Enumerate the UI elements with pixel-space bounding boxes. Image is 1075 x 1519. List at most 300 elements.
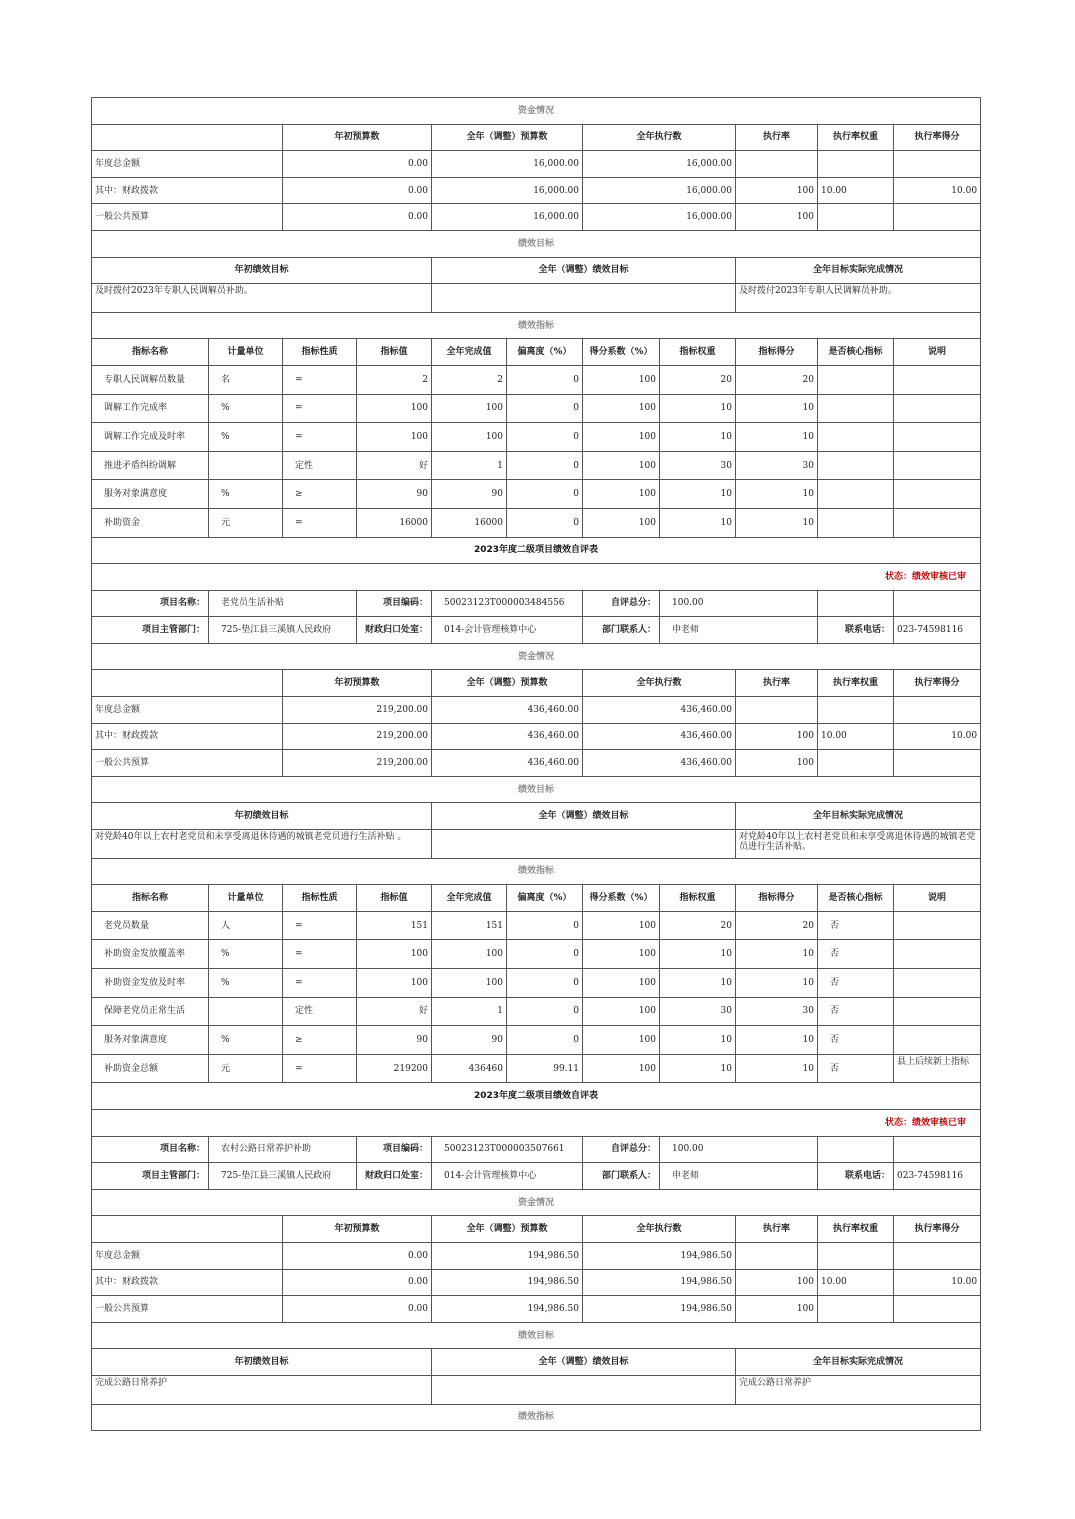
form-title-row — [92, 1083, 981, 1110]
goal-section-title: 绩效目标 — [92, 776, 981, 803]
remark — [894, 480, 981, 509]
remark — [894, 997, 981, 1026]
execution-rate: 100 — [736, 1296, 818, 1323]
indicator-row — [92, 451, 981, 480]
remark — [894, 911, 981, 940]
execution-rate: 100 — [736, 723, 818, 750]
fund-row — [92, 1296, 981, 1323]
weight: 20 — [660, 911, 736, 940]
nature: = — [283, 911, 357, 940]
goal-row — [92, 1375, 981, 1404]
blank — [818, 590, 894, 617]
blank — [894, 1136, 981, 1163]
indicator-col-header: 计量单位 — [209, 339, 283, 366]
indicator-name: 推进矛盾纠纷调解 — [92, 451, 209, 480]
executed-amount: 194,986.50 — [583, 1296, 736, 1323]
indicator-section-title: 绩效指标 — [92, 1404, 981, 1431]
weight: 10 — [660, 940, 736, 969]
adjusted-budget: 436,460.00 — [432, 750, 583, 777]
project-code-label: 项目编码： — [357, 1136, 432, 1163]
execution-weight: 10.00 — [818, 177, 894, 204]
goal-col-header: 全年（调整）绩效目标 — [432, 1349, 736, 1376]
executed-amount: 16,000.00 — [583, 151, 736, 178]
target-value: 16000 — [357, 508, 432, 537]
weight: 10 — [660, 1026, 736, 1055]
deviation: 0 — [507, 365, 583, 394]
execution-score — [894, 1296, 981, 1323]
indicator-score: 10 — [736, 394, 818, 423]
weight: 10 — [660, 480, 736, 509]
goal-row — [92, 284, 981, 313]
nature: 定性 — [283, 451, 357, 480]
adjusted-budget: 16,000.00 — [432, 177, 583, 204]
deviation: 0 — [507, 451, 583, 480]
unit: % — [209, 940, 283, 969]
indicator-score: 10 — [736, 969, 818, 998]
goal-section-title-row — [92, 230, 981, 257]
fund-col-header: 全年（调整）预算数 — [432, 670, 583, 697]
is-core — [818, 423, 894, 452]
goal-col-header: 全年（调整）绩效目标 — [432, 803, 736, 830]
completed-value: 16000 — [432, 508, 507, 537]
unit: 元 — [209, 1054, 283, 1083]
fund-col-header: 执行率 — [736, 670, 818, 697]
fund-header-blank — [92, 670, 283, 697]
indicator-section-title-row — [92, 858, 981, 885]
remark — [894, 1026, 981, 1055]
indicator-col-header: 指标得分 — [736, 339, 818, 366]
nature: ≥ — [283, 480, 357, 509]
target-value: 100 — [357, 423, 432, 452]
execution-rate — [736, 151, 818, 178]
indicator-col-header: 指标性质 — [283, 885, 357, 912]
nature: = — [283, 969, 357, 998]
deviation: 0 — [507, 997, 583, 1026]
indicator-score: 10 — [736, 423, 818, 452]
indicator-score: 20 — [736, 365, 818, 394]
fund-section-title-row — [92, 98, 981, 125]
goal-col-header: 年初绩效目标 — [92, 1349, 432, 1376]
weight: 20 — [660, 365, 736, 394]
fund-row — [92, 1269, 981, 1296]
initial-goal: 对党龄40年以上农村老党员和未享受离退休待遇的城镇老党员进行生活补贴 。 — [92, 830, 432, 859]
score-coefficient: 100 — [583, 969, 660, 998]
status-row — [92, 1109, 981, 1136]
execution-score: 10.00 — [894, 723, 981, 750]
indicator-row — [92, 997, 981, 1026]
fund-header-blank — [92, 1216, 283, 1243]
indicator-name: 服务对象满意度 — [92, 1026, 209, 1055]
fund-row — [92, 177, 981, 204]
indicator-section-title-row — [92, 312, 981, 339]
completed-value: 151 — [432, 911, 507, 940]
initial-budget: 0.00 — [283, 1269, 432, 1296]
initial-budget: 219,200.00 — [283, 723, 432, 750]
indicator-row — [92, 940, 981, 969]
fund-col-header: 执行率权重 — [818, 1216, 894, 1243]
target-value: 好 — [357, 997, 432, 1026]
indicator-col-header: 全年完成值 — [432, 885, 507, 912]
indicator-row — [92, 969, 981, 998]
unit: % — [209, 480, 283, 509]
unit: 元 — [209, 508, 283, 537]
indicator-header-row — [92, 339, 981, 366]
actual-completion: 对党龄40年以上农村老党员和未享受离退休待遇的城镇老党员进行生活补贴。 — [736, 830, 981, 859]
fund-section-title: 资金情况 — [92, 98, 981, 125]
is-core: 否 — [818, 940, 894, 969]
completed-value: 436460 — [432, 1054, 507, 1083]
adjusted-budget: 16,000.00 — [432, 151, 583, 178]
unit: 人 — [209, 911, 283, 940]
goal-col-header: 年初绩效目标 — [92, 257, 432, 284]
goal-col-header: 全年目标实际完成情况 — [736, 803, 981, 830]
indicator-name: 保障老党员正常生活 — [92, 997, 209, 1026]
indicator-name: 调解工作完成率 — [92, 394, 209, 423]
project-name-label: 项目名称： — [92, 1136, 209, 1163]
adjusted-goal — [432, 1375, 736, 1404]
is-core: 否 — [818, 1026, 894, 1055]
initial-goal: 完成公路日常养护 — [92, 1375, 432, 1404]
contact-person: 申老师 — [660, 617, 818, 644]
indicator-row — [92, 1054, 981, 1083]
execution-rate: 100 — [736, 1269, 818, 1296]
fund-col-header: 年初预算数 — [283, 1216, 432, 1243]
fund-row — [92, 723, 981, 750]
fund-header-row — [92, 1216, 981, 1243]
goal-col-header: 全年目标实际完成情况 — [736, 1349, 981, 1376]
indicator-row — [92, 508, 981, 537]
fund-row-label: 年度总金额 — [92, 697, 283, 724]
target-value: 100 — [357, 969, 432, 998]
indicator-row — [92, 394, 981, 423]
indicator-col-header: 指标名称 — [92, 339, 209, 366]
fund-row — [92, 750, 981, 777]
score-coefficient: 100 — [583, 423, 660, 452]
fund-col-header: 执行率得分 — [894, 670, 981, 697]
indicator-col-header: 说明 — [894, 885, 981, 912]
indicator-header-row — [92, 885, 981, 912]
fund-col-header: 年初预算数 — [283, 124, 432, 151]
execution-weight — [818, 750, 894, 777]
goal-col-header: 全年目标实际完成情况 — [736, 257, 981, 284]
initial-budget: 0.00 — [283, 1242, 432, 1269]
indicator-name: 专职人民调解员数量 — [92, 365, 209, 394]
target-value: 100 — [357, 394, 432, 423]
completed-value: 100 — [432, 969, 507, 998]
indicator-col-header: 指标得分 — [736, 885, 818, 912]
goal-col-header: 年初绩效目标 — [92, 803, 432, 830]
nature: = — [283, 423, 357, 452]
score-coefficient: 100 — [583, 1026, 660, 1055]
adjusted-goal — [432, 284, 736, 313]
indicator-row — [92, 480, 981, 509]
score-coefficient: 100 — [583, 508, 660, 537]
adjusted-budget: 194,986.50 — [432, 1296, 583, 1323]
indicator-score: 10 — [736, 508, 818, 537]
fund-row-label: 一般公共预算 — [92, 204, 283, 231]
target-value: 90 — [357, 480, 432, 509]
project-name: 老党员生活补贴 — [209, 590, 357, 617]
target-value: 151 — [357, 911, 432, 940]
target-value: 100 — [357, 940, 432, 969]
fund-row-label: 一般公共预算 — [92, 1296, 283, 1323]
performance-evaluation-sheet — [91, 97, 981, 1431]
fund-row-label: 其中：财政拨款 — [92, 1269, 283, 1296]
target-value: 90 — [357, 1026, 432, 1055]
adjusted-budget: 194,986.50 — [432, 1269, 583, 1296]
weight: 10 — [660, 969, 736, 998]
adjusted-budget: 194,986.50 — [432, 1242, 583, 1269]
is-core: 否 — [818, 969, 894, 998]
fund-section-title-row — [92, 643, 981, 670]
unit: % — [209, 1026, 283, 1055]
adjusted-goal — [432, 830, 736, 859]
unit — [209, 451, 283, 480]
executed-amount: 16,000.00 — [583, 204, 736, 231]
fund-row — [92, 204, 981, 231]
phone-label: 联系电话： — [818, 1163, 894, 1190]
executed-amount: 194,986.50 — [583, 1242, 736, 1269]
fund-col-header: 执行率 — [736, 124, 818, 151]
completed-value: 90 — [432, 480, 507, 509]
status-row — [92, 564, 981, 591]
remark — [894, 394, 981, 423]
fund-col-header: 全年执行数 — [583, 1216, 736, 1243]
completed-value: 100 — [432, 423, 507, 452]
remark — [894, 423, 981, 452]
indicator-col-header: 偏离度（%） — [507, 339, 583, 366]
project-code: 50023123T000003484556 — [432, 590, 583, 617]
target-value: 2 — [357, 365, 432, 394]
indicator-score: 30 — [736, 451, 818, 480]
phone: 023-74598116 — [894, 1163, 981, 1190]
completed-value: 2 — [432, 365, 507, 394]
execution-weight: 10.00 — [818, 1269, 894, 1296]
indicator-col-header: 指标值 — [357, 339, 432, 366]
fund-row-label: 其中：财政拨款 — [92, 723, 283, 750]
is-core — [818, 394, 894, 423]
project-name: 农村公路日常养护补助 — [209, 1136, 357, 1163]
completed-value: 1 — [432, 451, 507, 480]
indicator-score: 10 — [736, 940, 818, 969]
execution-rate — [736, 1242, 818, 1269]
self-score: 100.00 — [660, 1136, 818, 1163]
remark — [894, 940, 981, 969]
completed-value: 1 — [432, 997, 507, 1026]
self-score-label: 自评总分： — [583, 590, 660, 617]
executed-amount: 436,460.00 — [583, 697, 736, 724]
is-core: 否 — [818, 1054, 894, 1083]
target-value: 好 — [357, 451, 432, 480]
finance-office: 014-会计管理核算中心 — [432, 1163, 583, 1190]
initial-budget: 0.00 — [283, 151, 432, 178]
goal-row — [92, 830, 981, 859]
fund-col-header: 年初预算数 — [283, 670, 432, 697]
indicator-row — [92, 365, 981, 394]
is-core — [818, 451, 894, 480]
indicator-section-title: 绩效指标 — [92, 312, 981, 339]
weight: 30 — [660, 451, 736, 480]
adjusted-budget: 16,000.00 — [432, 204, 583, 231]
initial-budget: 0.00 — [283, 204, 432, 231]
deviation: 99.11 — [507, 1054, 583, 1083]
fund-header-blank — [92, 124, 283, 151]
remark: 县上后续新上指标 — [894, 1054, 981, 1083]
weight: 10 — [660, 423, 736, 452]
indicator-col-header: 得分系数（%） — [583, 339, 660, 366]
execution-rate: 100 — [736, 750, 818, 777]
score-coefficient: 100 — [583, 451, 660, 480]
indicator-name: 补助资金总额 — [92, 1054, 209, 1083]
executed-amount: 16,000.00 — [583, 177, 736, 204]
indicator-score: 10 — [736, 1026, 818, 1055]
initial-budget: 0.00 — [283, 177, 432, 204]
remark — [894, 451, 981, 480]
execution-score — [894, 750, 981, 777]
indicator-col-header: 偏离度（%） — [507, 885, 583, 912]
initial-budget: 219,200.00 — [283, 697, 432, 724]
execution-score — [894, 151, 981, 178]
indicator-name: 调解工作完成及时率 — [92, 423, 209, 452]
goal-header-row — [92, 1349, 981, 1376]
finance-label: 财政归口处室： — [357, 1163, 432, 1190]
adjusted-budget: 436,460.00 — [432, 723, 583, 750]
execution-rate: 100 — [736, 204, 818, 231]
goal-header-row — [92, 257, 981, 284]
execution-score — [894, 1242, 981, 1269]
indicator-name: 补助资金 — [92, 508, 209, 537]
fund-section-title: 资金情况 — [92, 1189, 981, 1216]
actual-completion: 完成公路日常养护 — [736, 1375, 981, 1404]
completed-value: 90 — [432, 1026, 507, 1055]
self-score-label: 自评总分： — [583, 1136, 660, 1163]
score-coefficient: 100 — [583, 1054, 660, 1083]
indicator-col-header: 指标名称 — [92, 885, 209, 912]
is-core — [818, 365, 894, 394]
indicator-score: 20 — [736, 911, 818, 940]
dept: 725-垫江县三溪镇人民政府 — [209, 1163, 357, 1190]
project-row — [92, 1136, 981, 1163]
goal-section-title-row — [92, 1322, 981, 1349]
blank — [818, 1136, 894, 1163]
score-coefficient: 100 — [583, 394, 660, 423]
is-core — [818, 508, 894, 537]
deviation: 0 — [507, 423, 583, 452]
form-title: 2023年度二级项目绩效自评表 — [92, 537, 981, 564]
fund-row-label: 其中：财政拨款 — [92, 177, 283, 204]
score-coefficient: 100 — [583, 480, 660, 509]
fund-section-title: 资金情况 — [92, 643, 981, 670]
indicator-col-header: 是否核心指标 — [818, 339, 894, 366]
phone-label: 联系电话： — [818, 617, 894, 644]
indicator-section-title: 绩效指标 — [92, 858, 981, 885]
phone: 023-74598116 — [894, 617, 981, 644]
weight: 10 — [660, 394, 736, 423]
deviation: 0 — [507, 911, 583, 940]
deviation: 0 — [507, 969, 583, 998]
is-core: 否 — [818, 911, 894, 940]
indicator-col-header: 全年完成值 — [432, 339, 507, 366]
initial-goal: 及时拨付2023年专职人民调解员补助。 — [92, 284, 432, 313]
indicator-section-title-row — [92, 1404, 981, 1431]
indicator-col-header: 指标权重 — [660, 339, 736, 366]
indicator-col-header: 得分系数（%） — [583, 885, 660, 912]
status-badge: 状态：绩效审核已审 — [92, 564, 981, 591]
finance-office: 014-会计管理核算中心 — [432, 617, 583, 644]
is-core: 否 — [818, 997, 894, 1026]
score-coefficient: 100 — [583, 940, 660, 969]
contact-person: 申老师 — [660, 1163, 818, 1190]
fund-row — [92, 151, 981, 178]
execution-rate — [736, 697, 818, 724]
fund-col-header: 全年执行数 — [583, 124, 736, 151]
indicator-row — [92, 911, 981, 940]
execution-score: 10.00 — [894, 177, 981, 204]
indicator-col-header: 说明 — [894, 339, 981, 366]
fund-col-header: 执行率权重 — [818, 670, 894, 697]
indicator-col-header: 指标值 — [357, 885, 432, 912]
fund-col-header: 全年（调整）预算数 — [432, 124, 583, 151]
fund-row — [92, 697, 981, 724]
execution-score: 10.00 — [894, 1269, 981, 1296]
fund-col-header: 全年（调整）预算数 — [432, 1216, 583, 1243]
deviation: 0 — [507, 940, 583, 969]
fund-row-label: 年度总金额 — [92, 1242, 283, 1269]
execution-weight — [818, 697, 894, 724]
finance-label: 财政归口处室： — [357, 617, 432, 644]
goal-section-title: 绩效目标 — [92, 230, 981, 257]
score-coefficient: 100 — [583, 365, 660, 394]
score-coefficient: 100 — [583, 911, 660, 940]
form-title-row — [92, 537, 981, 564]
project-code: 50023123T000003507661 — [432, 1136, 583, 1163]
deviation: 0 — [507, 394, 583, 423]
execution-rate: 100 — [736, 177, 818, 204]
contact-label: 部门联系人： — [583, 617, 660, 644]
nature: = — [283, 1054, 357, 1083]
nature: 定性 — [283, 997, 357, 1026]
indicator-name: 补助资金发放覆盖率 — [92, 940, 209, 969]
execution-weight — [818, 1242, 894, 1269]
execution-weight — [818, 204, 894, 231]
execution-weight — [818, 1296, 894, 1323]
goal-section-title-row — [92, 776, 981, 803]
indicator-col-header: 是否核心指标 — [818, 885, 894, 912]
unit: % — [209, 423, 283, 452]
nature: = — [283, 365, 357, 394]
fund-col-header: 执行率得分 — [894, 124, 981, 151]
execution-weight: 10.00 — [818, 723, 894, 750]
project-row — [92, 590, 981, 617]
indicator-score: 30 — [736, 997, 818, 1026]
initial-budget: 0.00 — [283, 1296, 432, 1323]
indicator-score: 10 — [736, 1054, 818, 1083]
dept: 725-垫江县三溪镇人民政府 — [209, 617, 357, 644]
goal-col-header: 全年（调整）绩效目标 — [432, 257, 736, 284]
initial-budget: 219,200.00 — [283, 750, 432, 777]
indicator-col-header: 计量单位 — [209, 885, 283, 912]
indicator-col-header: 指标权重 — [660, 885, 736, 912]
execution-weight — [818, 151, 894, 178]
is-core — [818, 480, 894, 509]
unit: % — [209, 969, 283, 998]
dept-label: 项目主管部门： — [92, 1163, 209, 1190]
indicator-name: 补助资金发放及时率 — [92, 969, 209, 998]
nature: = — [283, 940, 357, 969]
deviation: 0 — [507, 480, 583, 509]
indicator-score: 10 — [736, 480, 818, 509]
indicator-row — [92, 1026, 981, 1055]
